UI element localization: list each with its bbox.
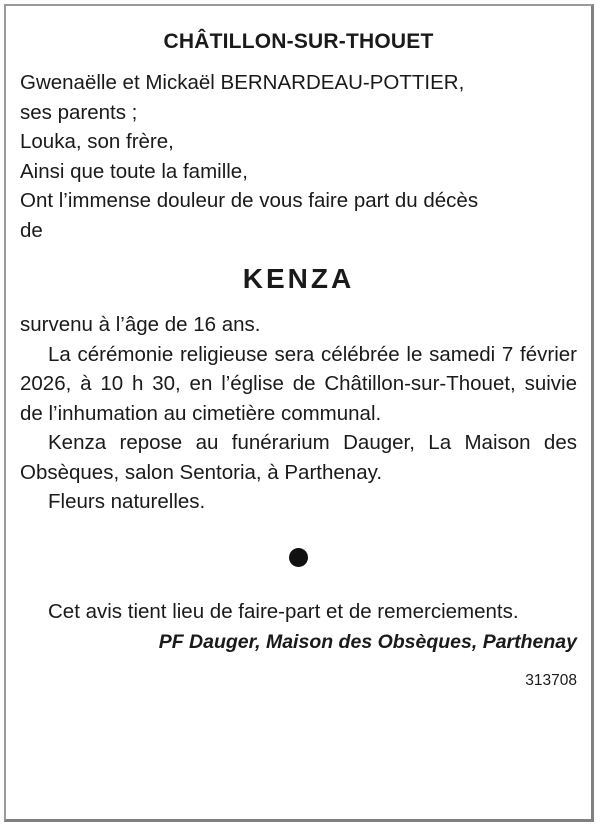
deceased-name: KENZA <box>242 263 355 294</box>
town-heading: CHÂTILLON-SUR-THOUET <box>163 30 434 53</box>
family-line-de: de <box>20 218 43 242</box>
flowers-line: Fleurs naturelles. <box>48 490 206 513</box>
family-line-brother: Louka, son frère, <box>20 130 174 153</box>
reference-number: 313708 <box>525 672 577 689</box>
age-line: survenu à l’âge de 16 ans. <box>20 313 261 336</box>
obituary-notice <box>4 4 594 822</box>
funeral-home-paragraph: Kenza repose au funérarium Dauger, La Maison des Obsèques, salon Sentoria, à Parthenay. <box>20 431 577 484</box>
ceremony-paragraph: La cérémonie religieuse sera célébrée le samedi 7 février 2026, à 10 h 30, en l’église de Châtillon-sur-Thouet, suivie de l’inhumation au cimetière communal. <box>20 342 577 425</box>
closing-paragraph: Cet avis tient lieu de faire-part et de remerciements. <box>48 599 519 623</box>
family-line-parents: Gwenaëlle et Mickaël BERNARDEAU-POTTIER, <box>20 71 465 94</box>
separator-bullet-icon <box>289 548 308 567</box>
funeral-director-signature: PF Dauger, Maison des Obsèques, Parthenay <box>158 631 577 653</box>
family-line-family: Ainsi que toute la famille, <box>20 159 248 183</box>
family-line-announcement: Ont l’immense douleur de vous faire part du décès <box>20 189 479 212</box>
family-line-relation: ses parents ; <box>20 100 138 124</box>
notice-content <box>20 28 577 809</box>
